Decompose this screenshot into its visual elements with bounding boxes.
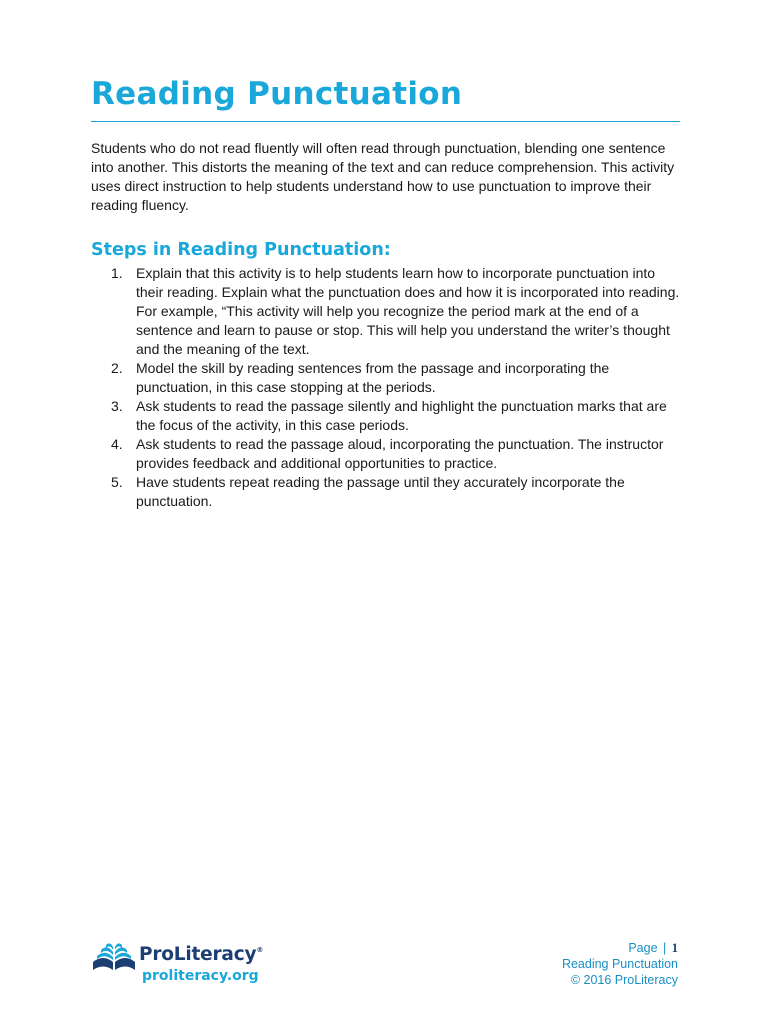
step-text: Explain that this activity is to help students learn how to incorporate punctuation into their reading. Explain what the punctuation does and how it is incorporated into reading. For example, “This activity will help you recognize the period mark at the end of a sentence and learn to pause or stop. This will help you understand the writer’s thought and the meaning of the text. (136, 265, 680, 357)
steps-heading: Steps in Reading Punctuation: (91, 240, 391, 260)
list-item (91, 359, 681, 397)
list-item (91, 397, 681, 435)
step-text: Model the skill by reading sentences from the passage and incorporating the punctuation, in this case stopping at the periods. (136, 360, 610, 395)
brand-url: proliteracy.org (142, 968, 259, 984)
step-number: 4. (111, 436, 123, 452)
footer-copyright: © 2016 ProLiteracy (570, 973, 678, 987)
step-number: 2. (111, 360, 123, 376)
proliteracy-logo (91, 940, 291, 990)
intro-paragraph: Students who do not read fluently will often read through punctuation, blending one sentence into another. This distorts the meaning of the text and can reduce comprehension. This activity uses direct instruction to help students understand how to use punctuation to improve their reading fluency. (91, 140, 675, 213)
step-number: 1. (111, 265, 123, 281)
list-item (91, 435, 681, 473)
page-separator: | (663, 941, 667, 955)
open-book-logo-icon (91, 940, 137, 974)
page-footer (562, 940, 678, 988)
step-text: Have students repeat reading the passage until they accurately incorporate the punctuation. (136, 474, 625, 509)
page-indicator (562, 940, 678, 956)
step-text: Ask students to read the passage silently and highlight the punctuation marks that are the focus of the activity, in this case periods. (136, 398, 667, 433)
page-title: Reading Punctuation (91, 76, 463, 112)
steps-list (91, 264, 681, 511)
footer-doc-title: Reading Punctuation (561, 957, 678, 971)
list-item (91, 264, 681, 359)
title-divider (91, 121, 680, 122)
step-number: 5. (111, 474, 123, 490)
trademark-mark: ® (256, 946, 264, 954)
page-label: Page (628, 941, 658, 955)
page-number: 1 (671, 941, 678, 955)
step-number: 3. (111, 398, 123, 414)
step-text: Ask students to read the passage aloud, incorporating the punctuation. The instructor provides feedback and additional opportunities to practice. (136, 436, 664, 471)
list-item (91, 473, 681, 511)
brand-name: ProLiteracy® (139, 944, 264, 965)
